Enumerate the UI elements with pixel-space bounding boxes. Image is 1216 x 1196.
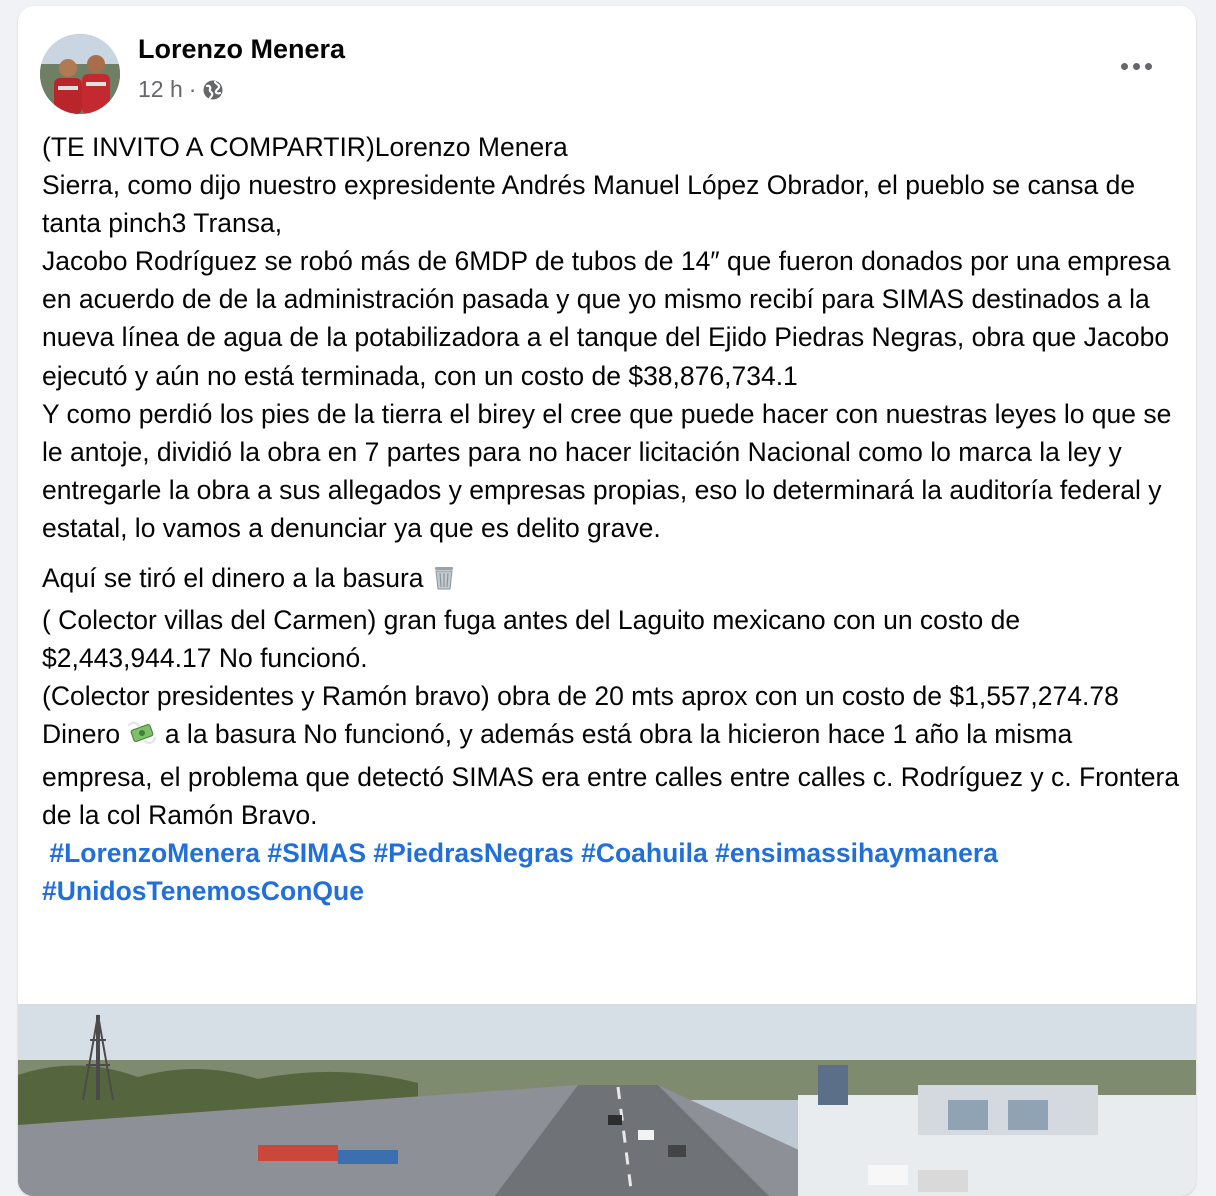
more-options-dot [1145, 63, 1152, 70]
more-options-dot [1133, 63, 1140, 70]
avatar-photo-icon [40, 34, 120, 114]
post-card [18, 6, 1196, 1196]
post-text [42, 128, 1182, 910]
globe-icon[interactable] [202, 79, 224, 101]
post-paragraph-1: (TE INVITO A COMPARTIR)Lorenzo Menera Sierra, como dijo nuestro expresidente Andrés Manuel López Obrador, el pueblo se cansa de tanta pinch3 Transa, Jacobo Rodríguez se robó más de 6MDP de tubos de 14″ que fueron donados por una empresa en acuerdo de de la administración pasada y que yo mismo recibí para SIMAS destinados a la nueva línea de agua de la potabilizadora a el tanque del Ejido Piedras Negras, obra que Jacobo ejecutó y aún no está terminada, con un costo de $38,876,734.1 Y como perdió los pies de la tierra el birey el cree que puede hacer con nuestras leyes lo que se le antoje, dividió la obra en 7 partes para no hacer licitación Nacional como lo marca la ley y entregarle la obra a sus allegados y empresas propias, eso lo determinará la auditoría federal y estatal, lo vamos a denunciar ya que es delito grave. [42, 132, 1172, 543]
paragraph-2-line-3a: (Colector presidentes y Ramón bravo) obra de 20 mts aprox con un costo de $1,557,274.78 Dinero [42, 681, 1119, 750]
author-name[interactable]: Lorenzo Menera [138, 34, 346, 64]
paragraph-2-line-1: Aquí se tiró el dinero a la basura [42, 563, 424, 594]
hashtag-link[interactable]: #ensimassihaymanera [715, 837, 998, 868]
more-options-button[interactable] [1106, 46, 1166, 86]
street-photo-icon [18, 1005, 1196, 1196]
paragraph-2-line-2: ( Colector villas del Carmen) gran fuga antes del Laguito mexicano con un costo de $2,443,944.17 No funcionó. [42, 605, 1021, 674]
meta-separator: · [188, 76, 197, 102]
post-meta [138, 76, 224, 103]
wastebasket-icon [431, 563, 457, 601]
more-options-icon [1121, 63, 1128, 70]
money-with-wings-icon [127, 719, 157, 757]
avatar[interactable] [40, 34, 120, 114]
hashtag-link[interactable]: #UnidosTenemosConQue [42, 875, 364, 906]
hashtag-link[interactable]: #LorenzoMenera [49, 837, 260, 868]
hashtag-link[interactable]: #Coahuila [581, 837, 708, 868]
hashtag-link[interactable]: #PiedrasNegras [373, 837, 574, 868]
post-header [18, 6, 1196, 126]
post-paragraph-2 [42, 559, 1182, 834]
post-time[interactable]: 12 h [138, 76, 183, 102]
hashtag-link[interactable]: #SIMAS [267, 837, 366, 868]
paragraph-2-line-3b: a la basura No funcionó, y además está obra la hicieron hace 1 año la misma empresa, el problema que detectó SIMAS era entre calles entre calles c. Rodríguez y c. Frontera de la col Ramón Bravo. [42, 719, 1180, 830]
hashtag-list [42, 834, 1182, 910]
post-photo[interactable] [18, 1004, 1196, 1196]
